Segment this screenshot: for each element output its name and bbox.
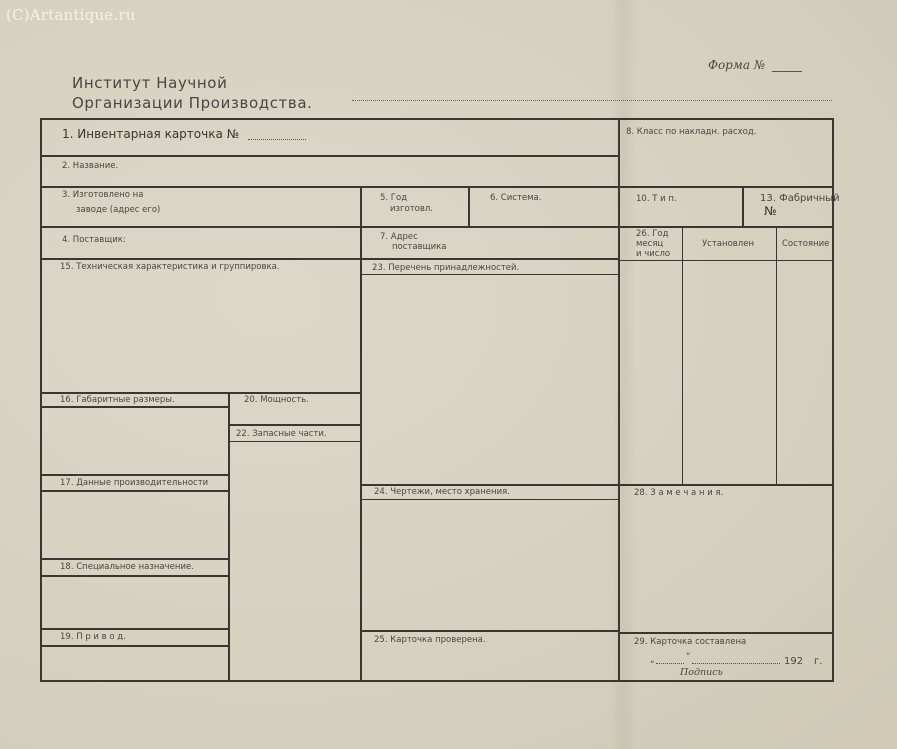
field-25-card-checked: 25. Карточка проверена. — [374, 635, 486, 645]
field-3-manufactured-line1: 3. Изготовлено на — [62, 190, 144, 200]
row-line-22-label — [228, 441, 360, 442]
field-6-system: 6. Система. — [490, 193, 542, 203]
field-23-accessories: 23. Перечень принадлежностей. — [372, 263, 520, 273]
row-line-17-top — [40, 474, 228, 476]
field-5-year-line1: 5. Год — [380, 193, 408, 203]
field-4-supplier: 4. Поставщик: — [62, 235, 126, 245]
date-day-line — [656, 663, 684, 664]
field-3-manufactured-line2: заводе (адрес его) — [76, 205, 161, 215]
field-7-address-line2: поставщика — [392, 242, 447, 252]
field-28-remarks: 28. З а м е ч а н и я. — [634, 488, 724, 498]
field-16-dimensions: 16. Габаритные размеры. — [60, 395, 175, 405]
field-2-name: 2. Название. — [62, 161, 119, 171]
field-13-serial-number-sign: № — [764, 204, 777, 218]
field-18-special-purpose: 18. Специальное назначение. — [60, 562, 194, 572]
field-17-performance: 17. Данные производительности — [60, 478, 209, 488]
divider-type-serial — [742, 187, 744, 227]
field-10-type: 10. Т и п. — [636, 194, 677, 204]
form-number-label: Форма № — [708, 58, 766, 72]
divider-right-section — [618, 118, 620, 682]
field-8-class: 8. Класс по накладн. расход. — [626, 127, 757, 137]
divider-col-state — [776, 227, 777, 485]
row-line-18-label — [40, 575, 228, 577]
field-22-spare-parts: 22. Запасные части. — [236, 429, 327, 439]
row-line-29-top — [618, 632, 832, 634]
row-line-24-label — [360, 499, 618, 500]
divider-year-system — [468, 187, 470, 227]
date-month-line — [692, 663, 780, 664]
field-1-inventory-card: 1. Инвентарная карточка № — [62, 127, 240, 141]
field-26-date-line1: 26. Год — [636, 229, 669, 239]
row-line-4 — [40, 258, 618, 260]
column-installed: Установлен — [702, 239, 755, 249]
field-19-drive: 19. П р и в о д. — [60, 632, 126, 642]
date-quote-open: „ — [650, 655, 655, 665]
form-number-line — [772, 71, 802, 72]
row-line-20-bottom — [228, 424, 360, 426]
row-line-18-top — [40, 558, 228, 560]
institute-name-line1: Институт Научной — [72, 74, 228, 92]
watermark: (C)Artantique.ru — [6, 6, 136, 24]
date-year-suffix: г. — [814, 656, 823, 667]
row-line-19-top — [40, 628, 228, 630]
signature-label: Подпись — [680, 667, 723, 678]
row-line-28-top — [618, 484, 832, 486]
row-line-3 — [40, 226, 834, 228]
frame-top — [40, 118, 834, 120]
frame-left — [40, 118, 42, 682]
header-dotted-rule — [352, 100, 832, 101]
field-20-power: 20. Мощность. — [244, 395, 309, 405]
field-26-date-line3: и число — [636, 249, 671, 259]
column-state: Состояние — [782, 239, 830, 249]
field-26-date-line2: месяц — [636, 239, 664, 249]
field-29-card-compiled: 29. Карточка составлена — [634, 637, 747, 647]
field-13-serial-line1: 13. Фабричный — [760, 193, 840, 204]
row-line-17-label — [40, 490, 228, 492]
institute-name-line2: Организации Производства. — [72, 94, 313, 112]
frame-bottom — [40, 680, 834, 682]
row-line-25-top — [360, 630, 618, 632]
inventory-number-line — [248, 139, 306, 140]
field-15-tech-characteristics: 15. Техническая характеристика и группировка. — [60, 262, 280, 272]
row-line-19-label — [40, 645, 228, 647]
date-year: 192 — [784, 656, 804, 667]
field-7-address-line1: 7. Адрес — [380, 232, 418, 242]
field-24-drawings: 24. Чертежи, место хранения. — [374, 487, 510, 497]
divider-col-installed — [682, 227, 683, 485]
divider-middle — [360, 187, 362, 682]
row-line-1 — [40, 155, 618, 157]
field-5-year-line2: изготовл. — [390, 204, 434, 214]
divider-left-inner — [228, 392, 230, 682]
row-line-2 — [40, 186, 834, 188]
date-quote-close: “ — [686, 652, 691, 662]
